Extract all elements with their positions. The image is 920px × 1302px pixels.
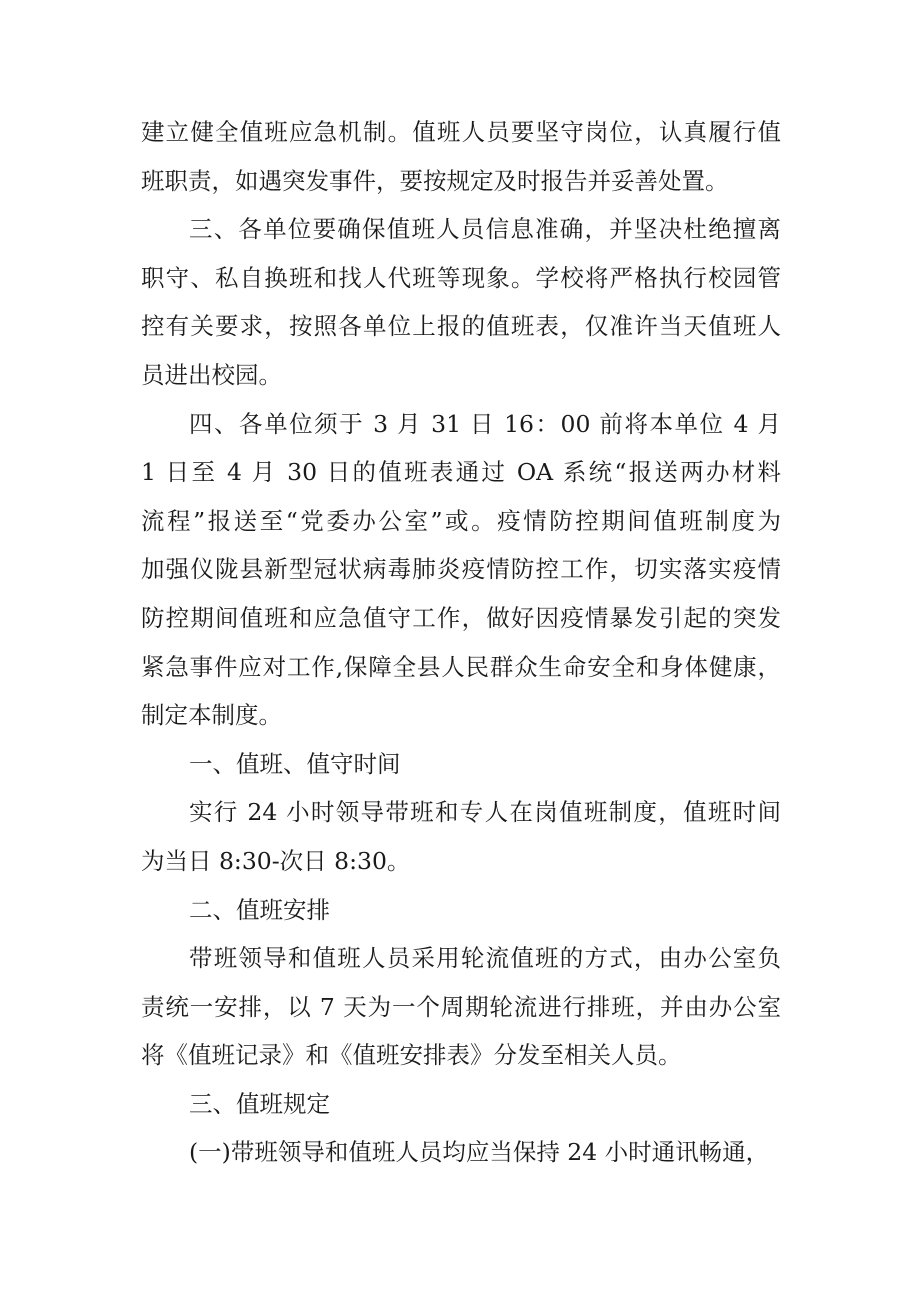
text-line: 1 日至 4 月 30 日的值班表通过 OA 系统“报送两办材料 — [141, 458, 781, 487]
paragraph — [141, 934, 781, 1080]
paragraph — [141, 788, 781, 885]
paragraph — [141, 400, 781, 740]
text-line: 四、各单位须于 3 月 31 日 16：00 前将本单位 4 月 — [189, 409, 781, 438]
paragraph — [141, 886, 781, 935]
text-line: 带班领导和值班人员采用轮流值班的方式，由办公室负 — [189, 944, 781, 973]
text-line: 员进出校园。 — [141, 360, 282, 389]
paragraph — [141, 1128, 781, 1177]
paragraph — [141, 1080, 781, 1129]
document-body — [141, 108, 781, 1177]
text-line: 班职责，如遇突发事件，要按规定及时报告并妥善处置。 — [141, 166, 729, 195]
text-line: 制定本制度。 — [141, 701, 282, 730]
text-line: 为当日 8:30-次日 8:30。 — [141, 846, 411, 875]
paragraph — [141, 740, 781, 789]
text-line: 职守、私自换班和找人代班等现象。学校将严格执行校园管 — [141, 263, 781, 292]
text-line: 流程”报送至“党委办公室”或。疫情防控期间值班制度为 — [141, 506, 781, 535]
text-line: 防控期间值班和应急值守工作，做好因疫情暴发引起的突发 — [141, 603, 781, 632]
text-line: 三、值班规定 — [189, 1089, 330, 1118]
paragraph — [141, 205, 781, 399]
text-line: 实行 24 小时领导带班和专人在岗值班制度，值班时间 — [189, 798, 781, 827]
text-line: (一)带班领导和值班人员均应当保持 24 小时通讯畅通， — [189, 1138, 770, 1167]
text-line: 一、值班、值守时间 — [189, 749, 401, 778]
text-line: 将《值班记录》和《值班安排表》分发至相关人员。 — [141, 1041, 682, 1070]
text-line: 责统一安排，以 7 天为一个周期轮流进行排班，并由办公室 — [141, 992, 781, 1021]
text-line: 紧急事件应对工作,保障全县人民群众生命安全和身体健康， — [141, 652, 781, 681]
text-line: 加强仪陇县新型冠状病毒肺炎疫情防控工作，切实落实疫情 — [141, 555, 781, 584]
text-line: 控有关要求，按照各单位上报的值班表，仅准许当天值班人 — [141, 312, 781, 341]
text-line: 二、值班安排 — [189, 895, 330, 924]
text-line: 三、各单位要确保值班人员信息准确，并坚决杜绝擅离 — [189, 215, 781, 244]
paragraph — [141, 108, 781, 205]
text-line: 建立健全值班应急机制。值班人员要坚守岗位，认真履行值 — [141, 118, 781, 146]
